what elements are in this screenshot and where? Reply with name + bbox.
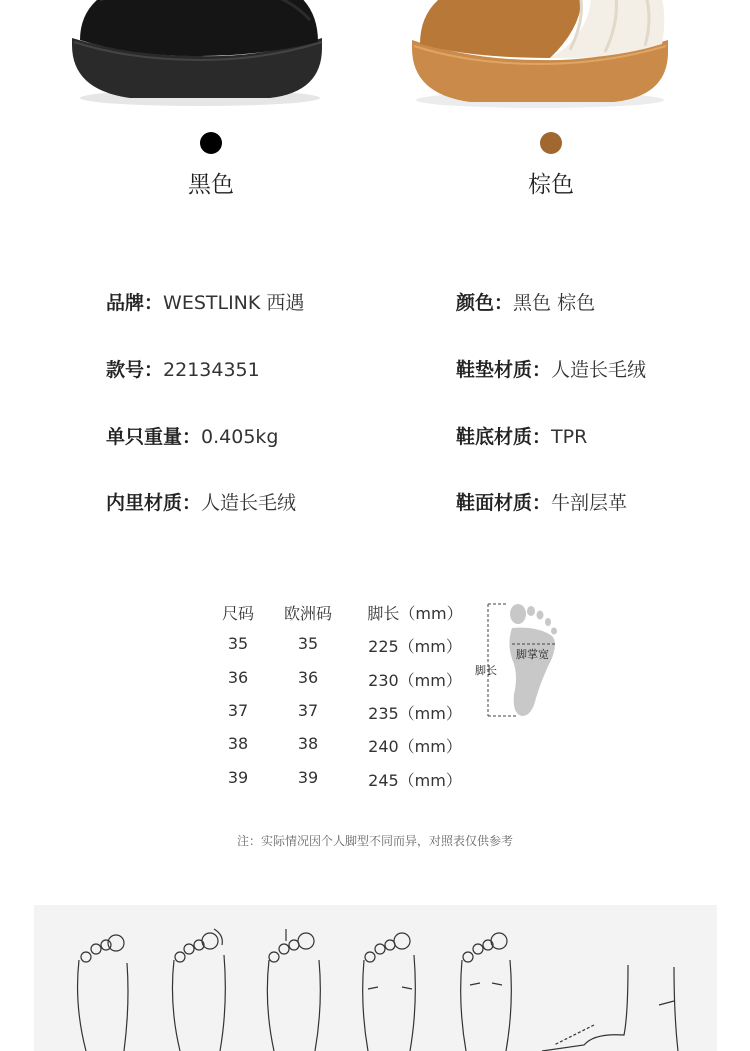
spec-brand: 品牌：WESTLINK 西遇 <box>106 292 305 314</box>
table-cell: 39 <box>297 768 319 787</box>
product-variant-black <box>60 0 340 200</box>
spec-outsole: 鞋底材质：TPR <box>456 426 588 448</box>
table-cell: 37 <box>227 701 249 720</box>
table-cell: 37 <box>297 701 319 720</box>
table-cell: 35 <box>297 634 319 653</box>
table-cell: 38 <box>227 734 249 753</box>
table-cell: 230（mm） <box>368 671 462 690</box>
spec-model: 款号：22134351 <box>106 359 260 381</box>
black-color-label: 黑色 <box>188 172 234 198</box>
product-variant-brown <box>400 0 680 200</box>
foot-measuring-illustration <box>34 905 717 1051</box>
black-slipper-image <box>60 0 340 110</box>
table-cell: 225（mm） <box>368 637 462 656</box>
table-cell: 35 <box>227 634 249 653</box>
header-size: 尺码 <box>221 604 254 623</box>
header-foot-length: 脚长（mm） <box>367 604 463 623</box>
measuring-guide-panel <box>34 905 717 1051</box>
foot-diagram <box>472 598 572 722</box>
table-cell: 245（mm） <box>368 771 462 790</box>
table-cell: 36 <box>227 668 249 687</box>
black-swatch[interactable] <box>200 132 222 154</box>
spec-insole: 鞋垫材质：人造长毛绒 <box>456 359 647 381</box>
disclaimer-note: 注：实际情况因个人脚型不同而异，对照表仅供参考 <box>236 834 513 848</box>
table-cell: 39 <box>227 768 249 787</box>
spec-color: 颜色：黑色 棕色 <box>456 292 596 314</box>
table-cell: 235（mm） <box>368 704 462 723</box>
brown-slipper-image <box>400 0 680 110</box>
foot-width-label: 脚掌宽 <box>516 648 549 661</box>
brown-color-label: 棕色 <box>528 172 574 198</box>
spec-upper: 鞋面材质：牛剖层革 <box>456 492 628 514</box>
table-cell: 240（mm） <box>368 737 462 756</box>
spec-lining: 内里材质：人造长毛绒 <box>106 492 297 514</box>
table-cell: 38 <box>297 734 319 753</box>
header-eu-size: 欧洲码 <box>283 604 332 623</box>
brown-swatch[interactable] <box>540 132 562 154</box>
foot-length-label: 脚长 <box>475 664 497 677</box>
table-cell: 36 <box>297 668 319 687</box>
spec-weight: 单只重量：0.405kg <box>106 426 279 448</box>
